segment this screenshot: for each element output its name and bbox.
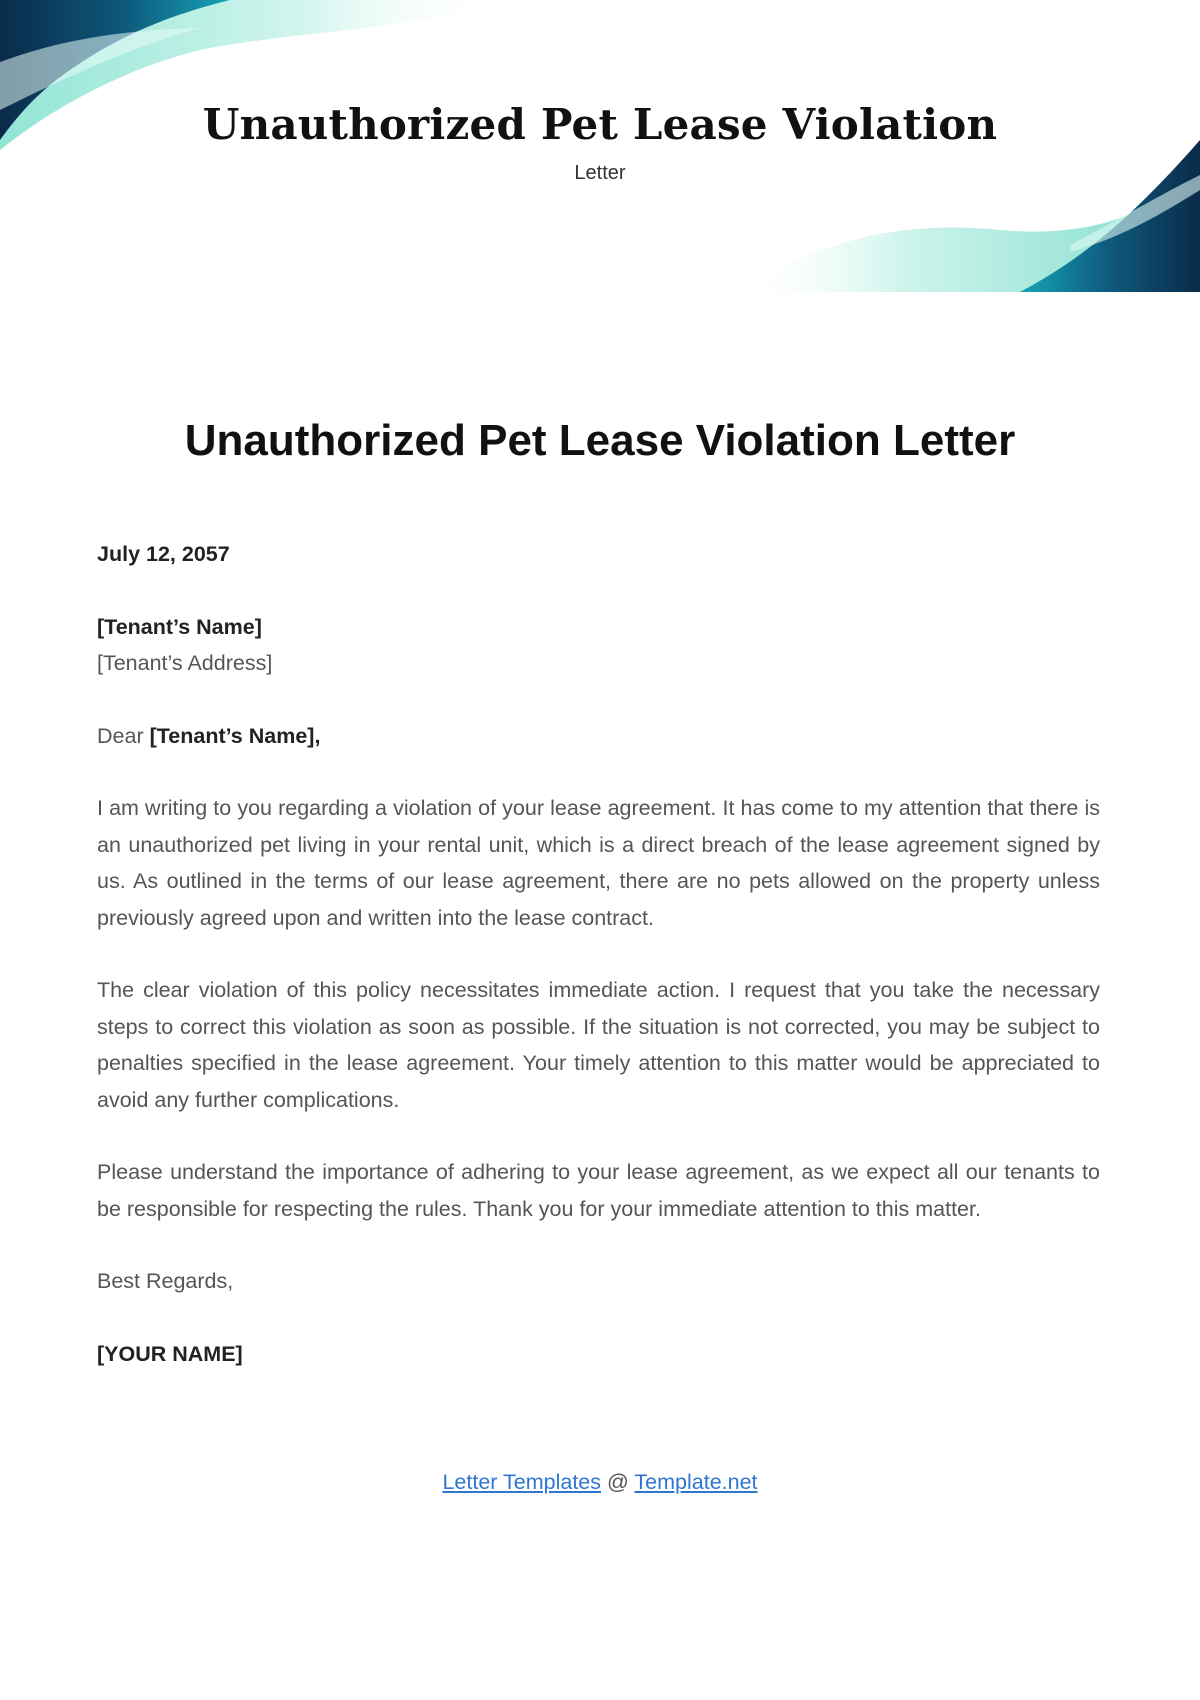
body-paragraph-2: The clear violation of this policy necessitates immediate action. I request that you take the necessary steps to correct this violation as soon as possible. If the situation is not corrected, you may be subject to penalties specified in the lease agreement. Your timely attention to this matter would be appreciated to avoid any further complications. — [97, 978, 1100, 1112]
letter-templates-link[interactable]: Letter Templates — [442, 1470, 602, 1494]
letter-date: July 12, 2057 — [97, 542, 230, 566]
document-title: Unauthorized Pet Lease Violation Letter — [184, 416, 1016, 465]
header-subtitle: Letter — [574, 162, 626, 184]
template-net-link[interactable]: Template.net — [634, 1470, 758, 1494]
salutation-name: [Tenant’s Name], — [149, 723, 321, 748]
footer — [0, 1470, 1200, 1495]
letter-body — [97, 536, 1100, 1408]
recipient-address: [Tenant’s Address] — [97, 651, 273, 675]
recipient-name: [Tenant’s Name] — [97, 614, 262, 639]
header-wave-decoration — [0, 0, 1200, 300]
salutation — [97, 718, 1100, 755]
signature: [YOUR NAME] — [97, 1341, 243, 1366]
salutation-prefix: Dear — [97, 723, 144, 748]
footer-separator: @ — [607, 1470, 629, 1494]
recipient-block — [97, 609, 1100, 682]
closing: Best Regards, — [97, 1269, 234, 1293]
body-paragraph-3: Please understand the importance of adhering to your lease agreement, as we expect all our tenants to be responsible for respecting the rules. Thank you for your immediate attention to this matter. — [97, 1160, 1100, 1221]
body-paragraph-1: I am writing to you regarding a violation of your lease agreement. It has come to my attention that there is an unauthorized pet living in your rental unit, which is a direct breach of the lease agreement signed by us. As outlined in the terms of our lease agreement, there are no pets allowed on the property unless previously agreed upon and written into the lease contract. — [97, 796, 1100, 930]
header-title: Unauthorized Pet Lease Violation — [202, 100, 998, 149]
